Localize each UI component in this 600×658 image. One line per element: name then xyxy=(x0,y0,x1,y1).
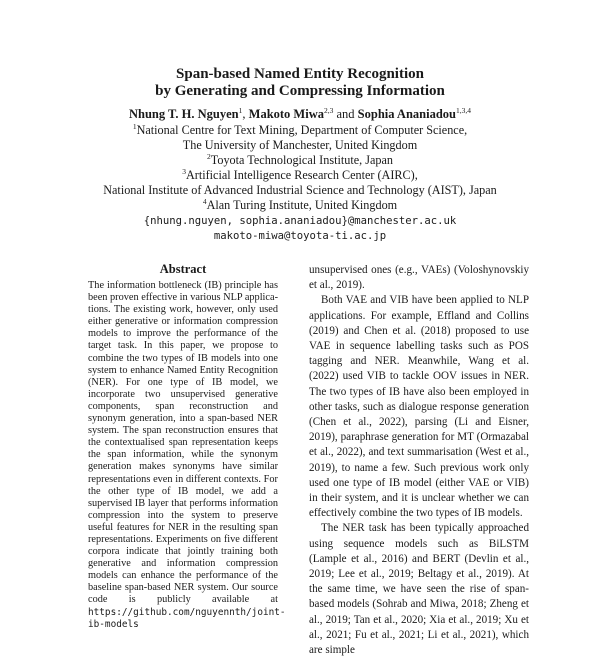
affiliation-text: Artificial Intelligence Research Center (AIRC), xyxy=(185,168,418,182)
body-paragraph: The NER task has been typically approached using sequence models such as BiLSTM (Lample et al., 2016) and BERT (Devlin et al., 2019; Lee et al., 2019; Beltagy et al., 2019). At the same time, we have seen the rise of span-based models (Sohrab and Miwa, 2018; Zheng et al., 2019; Tan et al., 2020; Xia et al., 2019; Xu et al., 2021; Fu et al., 2021; Li et al., 2021), which are simple xyxy=(309,522,529,657)
author-name: Makoto Miwa xyxy=(248,107,324,121)
affiliation-1 xyxy=(0,123,600,138)
affiliation-text: Alan Turing Institute, United Kingdom xyxy=(206,198,398,212)
affiliation-sup: 4 xyxy=(202,197,207,206)
affiliation-4 xyxy=(0,198,600,213)
affiliation-sup: 3 xyxy=(182,167,186,176)
code-url-link[interactable]: https://github.com/nguyennth/joint-ib-models xyxy=(88,606,286,630)
abstract-column xyxy=(88,280,286,631)
affiliation-sup: 2 xyxy=(207,152,211,161)
author-name: Sophia Ananiadou xyxy=(357,107,456,121)
abstract-heading: Abstract xyxy=(159,262,207,276)
affiliation-sup: 1 xyxy=(132,122,137,131)
abstract-text: The information bottleneck (IB) principle has been proven effective in various NLP applications. The existing work, however, only used either generative or information compression models to improve the performance of the target task. In this paper, we propose to combine the two types of IB models into one system to enhance Named Entity Recognition (NER). For one type of IB model, we incorporate two unsupervised generative components, span reconstruction and synonym generation, into a span-based NER system. The span reconstruction ensures that the contextualised span representation keeps the span information, while the synonym generation makes synonyms have similar representations even in different contexts. For the other type of IB model, we add a supervised IB layer that performs information compression into the system to preserve useful features for NER in the resulting span representations. Experiments on five different corpora indicate that jointly training both generative and information compression models can enhance the performance of the baseline span-based NER system. Our source code is publicly available at xyxy=(88,280,278,606)
author-separator: , xyxy=(242,107,246,121)
author-affil-sup: 1 xyxy=(238,106,243,115)
affiliation-text: Toyota Technological Institute, Japan xyxy=(210,153,393,167)
body-paragraph: unsupervised ones (e.g., VAEs) (Voloshynovskiy et al., 2019). xyxy=(309,264,529,292)
author-separator: and xyxy=(336,107,355,121)
affiliation-3 xyxy=(0,168,600,183)
paper-title-line1: Span-based Named Entity Recognition xyxy=(176,66,424,82)
paper-title-line2: by Generating and Compressing Information xyxy=(155,83,445,99)
author-list xyxy=(0,107,600,122)
author-name: Nhung T. H. Nguyen xyxy=(128,107,239,121)
affiliation-1-line2: The University of Manchester, United Kingdom xyxy=(182,138,418,152)
author-affil-sup: 2,3 xyxy=(323,106,334,115)
affiliation-text: National Centre for Text Mining, Department of Computer Science, xyxy=(136,123,468,137)
body-right-column xyxy=(309,263,529,658)
affiliation-3-line2: National Institute of Advanced Industrial Science and Technology (AIST), Japan xyxy=(103,183,497,197)
email-line-2: makoto-miwa@toyota-ti.ac.jp xyxy=(213,230,387,242)
email-line-1: {nhung.nguyen, sophia.ananiadou}@manchester.ac.uk xyxy=(143,215,457,227)
abstract-body xyxy=(88,280,286,631)
affiliation-2 xyxy=(0,153,600,168)
author-affil-sup: 1,3,4 xyxy=(456,106,471,115)
body-paragraph: Both VAE and VIB have been applied to NLP applications. For example, Effland and Collins (2019) and Chen et al. (2018) proposed to use VAE in sequence labelling tasks such as POS tagging and NER. Meanwhile, Wang et al. (2022) used VIB to tackle OOV issues in NER. The two types of IB have also been employed in other tasks, such as dialogue response generation (Chen et al., 2022), parsing (Li and Eisner, 2019), paraphrase generation for MT (Ormazabal et al., 2022), and text summarisation (West et al., 2019), to name a few. Such previous work only used one type of IB model (either VAE or VIB) in their system, and it is unclear whether we can effectively combine the two types of IB models. xyxy=(309,294,529,520)
